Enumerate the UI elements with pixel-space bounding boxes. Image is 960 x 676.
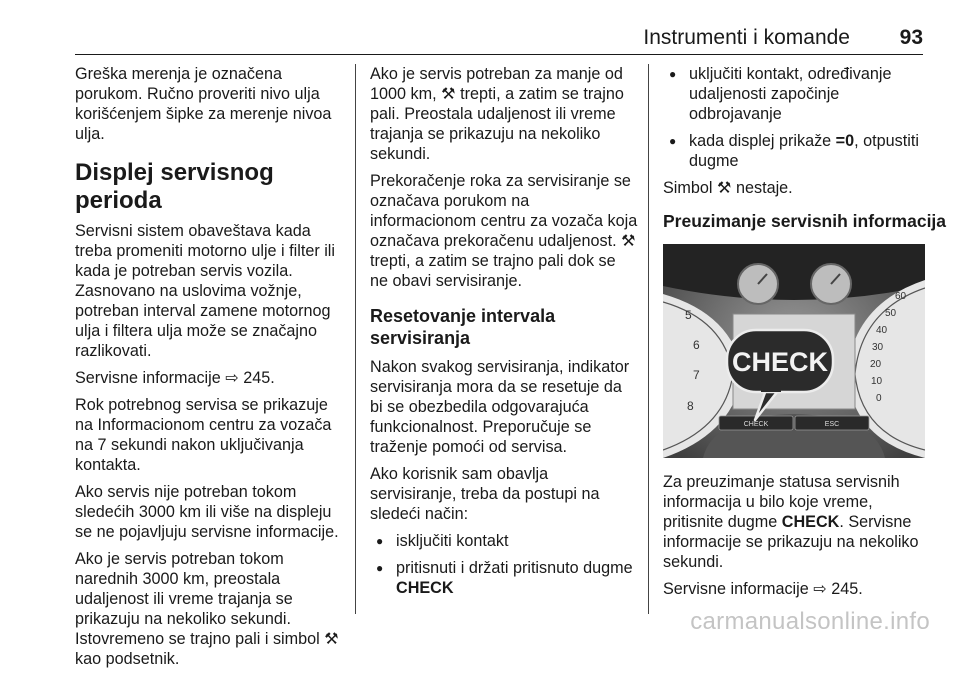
gauge-tick: 20 — [870, 359, 882, 370]
gauge-tick: 60 — [895, 291, 907, 302]
section-heading-retrieve-service-info: Preuzimanje servisnih informacija — [663, 211, 947, 231]
paragraph: Ako je servis potreban za manje od 1000 km, ⚒ trepti, a zatim se trajno pali. Preostala udaljenost ili vreme trajanja se prikazuju na nekoliko sekundi. — [370, 65, 624, 163]
cross-reference[interactable]: Servisne informacije ⇨ 245. — [75, 369, 275, 387]
paragraph: Rok potrebnog servisa se prikazuje na Informacionom centru za vozača na 7 sekundi nakon uključivanja kontakta. — [75, 396, 332, 474]
list-item: ● isključiti kontakt — [370, 531, 638, 551]
page-number: 93 — [899, 26, 923, 49]
gauge-tick: 5 — [685, 308, 692, 322]
check-button-label: CHECK — [396, 579, 454, 597]
section-heading-reset-interval: Resetovanje intervala servisiranja — [370, 306, 556, 348]
column-3 — [663, 64, 947, 606]
paragraph: Prekoračenje roka za servisiranje se označava porukom na informacionom centru za vozača koja označava prekoračenu udaljenost. ⚒ trepti, a zatim se trajno pali dok se ne obavi servisiranje. — [370, 172, 638, 290]
esc-button-text: ESC — [824, 421, 840, 428]
running-header-title: Instrumenti i komande — [643, 26, 850, 49]
paragraph: Ako servis nije potreban tokom sledećih 3000 km ili više na displeju se ne pojavljuju servisne informacije. — [75, 483, 339, 541]
cross-reference[interactable]: Servisne informacije ⇨ 245. — [663, 580, 863, 598]
check-button-text: CHECK — [743, 421, 769, 428]
paragraph: Servisni sistem obaveštava kada treba promeniti motorno ulje i filter ili kada je potreban servis vozila. Zasnovano na uslovima vožnje, potreban interval zamene motornog ulja i filtera ulja može se značajno razlikovati. — [75, 222, 336, 360]
gauge-tick: 0 — [876, 393, 882, 404]
list-item — [370, 558, 638, 598]
gauge-tick: 40 — [876, 325, 888, 336]
column-1 — [75, 64, 347, 676]
gauge-tick: 8 — [687, 399, 694, 413]
paragraph: Simbol ⚒ nestaje. — [663, 179, 793, 197]
display-value: =0 — [835, 132, 855, 150]
paragraph: Nakon svakog servisiranja, indikator servisiranja mora da se resetuje da bi se obezbedila odgovarajuća funkcionalnost. Preporučuje se traženje pomoći od servisa. — [370, 358, 630, 456]
header-rule — [75, 54, 923, 55]
gauge-tick: 50 — [885, 308, 897, 319]
intro-paragraph: Greška merenja je označena porukom. Ručno proveriti nivo ulja korišćenjem šipke za merenje nivoa ulja. — [75, 65, 332, 143]
column-2 — [370, 64, 638, 605]
column-divider — [648, 64, 649, 614]
list-item-text: pritisnuti i držati pritisnuto dugme — [396, 559, 633, 577]
gauge-tick: 7 — [693, 368, 700, 382]
check-button-label: CHECK — [781, 513, 840, 531]
paragraph-text: . Servisne informacije se prikazuju na nekoliko sekundi. — [663, 513, 919, 571]
paragraph: Ako korisnik sam obavlja servisiranje, treba da postupi na sledeći način: — [370, 465, 600, 523]
list-item: ● uključiti kontakt, određivanje udaljenosti započinje odbrojavanje — [663, 64, 925, 124]
callout-text: CHECK — [731, 347, 829, 377]
list-item-text: kada displej prikaže — [689, 132, 836, 150]
column-divider — [355, 64, 356, 614]
list-item-text: , otpustiti dugme — [689, 132, 919, 170]
gauge-tick: 6 — [693, 338, 700, 352]
paragraph — [663, 472, 925, 572]
bullet-list — [663, 64, 925, 171]
instrument-cluster-figure — [663, 244, 925, 458]
list-item — [663, 131, 925, 171]
gauge-tick: 30 — [872, 342, 884, 353]
paragraph-text: Za preuzimanje statusa servisnih informacija u bilo koje vreme, pritisnite dugme — [663, 473, 900, 531]
bullet-list — [370, 531, 638, 598]
section-heading-service-display: Displej servisnog perioda — [75, 159, 274, 214]
watermark: carmanualsonline.info — [690, 608, 930, 635]
gauge-tick: 10 — [871, 376, 883, 387]
paragraph: Ako je servis potreban tokom narednih 3000 km, preostala udaljenost ili vreme trajanja se prikazuju na nekoliko sekundi. Istovremeno se trajno pali i simbol ⚒ kao podsetnik. — [75, 550, 339, 668]
